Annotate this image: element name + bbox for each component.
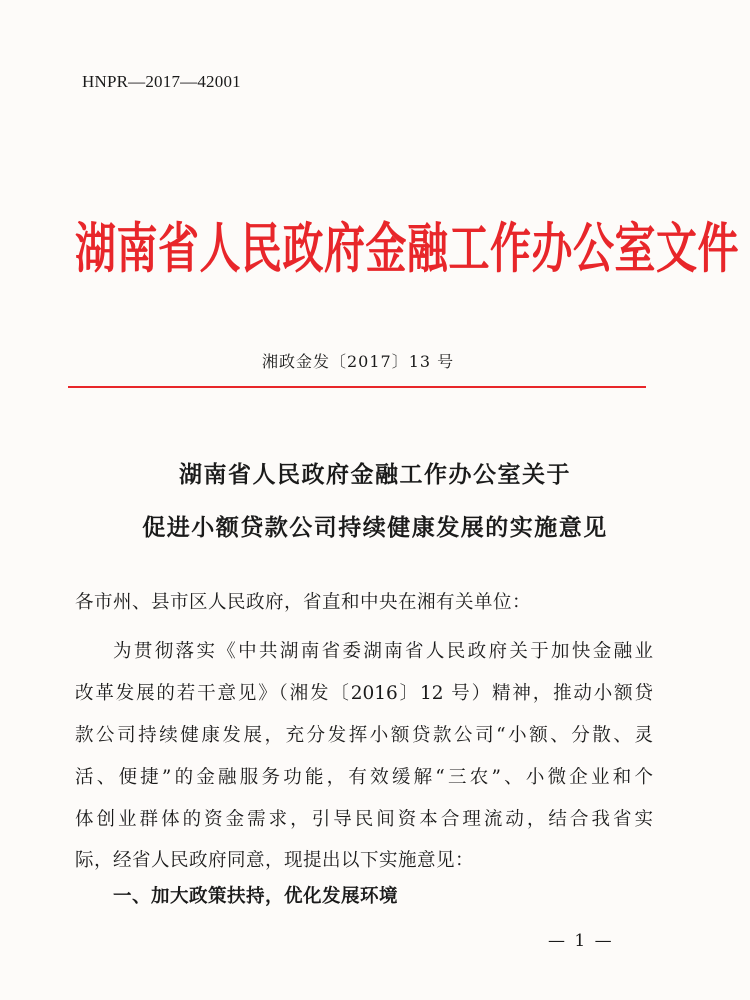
body-line: 款公司持续健康发展，充分发挥小额贷款公司“小额、分散、灵 <box>75 725 653 746</box>
page-number: — 1 — <box>548 931 614 951</box>
red-divider-line <box>68 386 646 388</box>
document-code: HNPR—2017—42001 <box>82 72 241 91</box>
red-header-title: 湖南省人民政府金融工作办公室文件 <box>75 216 739 281</box>
body-line: 际，经省人民政府同意，现提出以下实施意见： <box>75 850 475 871</box>
body-line: 为贯彻落实《中共湖南省委湖南省人民政府关于加快金融业 <box>113 641 653 662</box>
document-title-line-2: 促进小额贷款公司持续健康发展的实施意见 <box>142 515 608 541</box>
section-heading: 一、加大政策扶持，优化发展环境 <box>113 886 399 907</box>
body-line: 改革发展的若干意见》（湘发〔2016〕12 号）精神，推动小额贷 <box>75 683 653 704</box>
body-line: 体创业群体的资金需求，引导民间资本合理流动，结合我省实 <box>75 809 653 830</box>
document-title-line-1: 湖南省人民政府金融工作办公室关于 <box>179 462 571 488</box>
document-number: 湘政金发〔2017〕13 号 <box>262 352 455 371</box>
body-line: 活、便捷”的金融服务功能，有效缓解“三农”、小微企业和个 <box>75 767 653 788</box>
salutation: 各市州、县市区人民政府，省直和中央在湘有关单位： <box>75 592 532 613</box>
